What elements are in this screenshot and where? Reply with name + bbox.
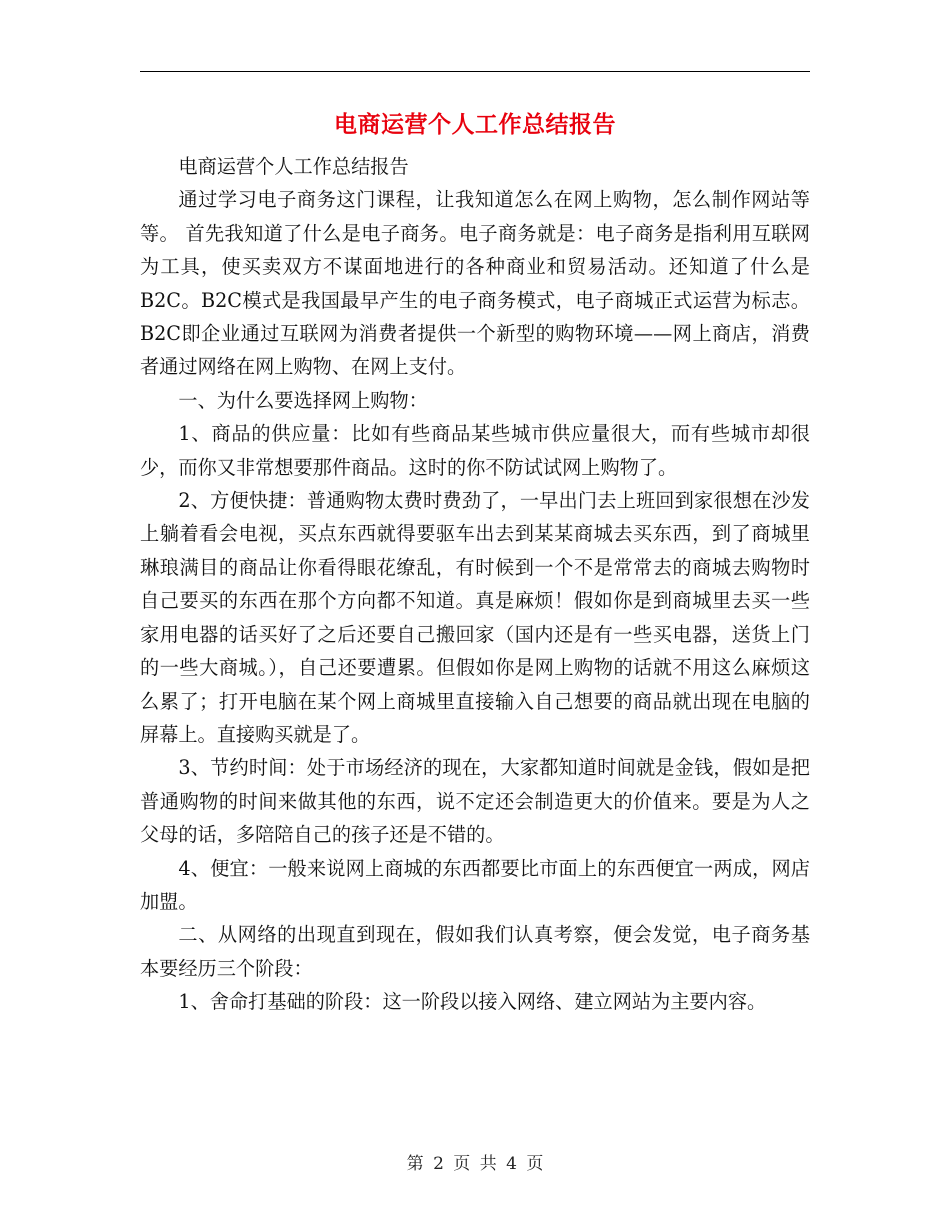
paragraph-intro: 通过学习电子商务这门课程，让我知道怎么在网上购物，怎么制作网站等等。 首先我知道了什么是电子商务。电子商务就是：电子商务是指利用互联网为工具，使买卖双方不谋面地进行的各种商业和贸易活动。还知道了什么是B2C。B2C模式是我国最早产生的电子商务模式，电子商城正式运营为标志。B2C即企业通过互联网为消费者提供一个新型的购物环境——网上商店，消费者通过网络在网上购物、在网上支付。 [140, 188, 810, 379]
document-body [140, 150, 810, 1019]
paragraph-point-2: 2、方便快捷：普通购物太费时费劲了，一早出门去上班回到家很想在沙发上躺着看会电视，买点东西就得要驱车出去到某某商城去买东西，到了商城里琳琅满目的商品让你看得眼花缭乱，有时候到一个不是常常去的商城去购物时自己要买的东西在那个方向都不知道。真是麻烦！假如你是到商城里去买一些家用电器的话买好了之后还要自己搬回家（国内还是有一些买电器，送货上门的一些大商城。），自己还要遭累。但假如你是网上购物的话就不用这么麻烦这么累了；打开电脑在某个网上商城里直接输入自己想要的商品就出现在电脑的屏幕上。直接购买就是了。 [140, 489, 810, 746]
header-rule [140, 71, 810, 72]
paragraph-section-heading-1: 一、为什么要选择网上购物： [178, 388, 428, 412]
paragraph-stage-1: 1、舍命打基础的阶段：这一阶段以接入网络、建立网站为主要内容。 [178, 990, 767, 1014]
paragraph-point-3: 3、节约时间：处于市场经济的现在，大家都知道时间就是金钱，假如是把普通购物的时间来做其他的东西，说不定还会制造更大的价值来。要是为人之父母的话，多陪陪自己的孩子还是不错的。 [140, 756, 810, 847]
page-footer: 第 2 页 共 4 页 [406, 1154, 544, 1174]
paragraph-subtitle: 电商运营个人工作总结报告 [178, 155, 409, 178]
paragraph-section-heading-2: 二、从网络的出现直到现在，假如我们认真考察，便会发觉，电子商务基本要经历三个阶段： [140, 923, 810, 980]
paragraph-point-4: 4、便宜：一般来说网上商城的东西都要比市面上的东西便宜一两成，网店加盟。 [140, 856, 810, 913]
paragraph-point-1: 1、商品的供应量：比如有些商品某些城市供应量很大，而有些城市却很少，而你又非常想要那件商品。这时的你不防试试网上购物了。 [140, 422, 810, 479]
document-title: 电商运营个人工作总结报告 [334, 111, 616, 138]
